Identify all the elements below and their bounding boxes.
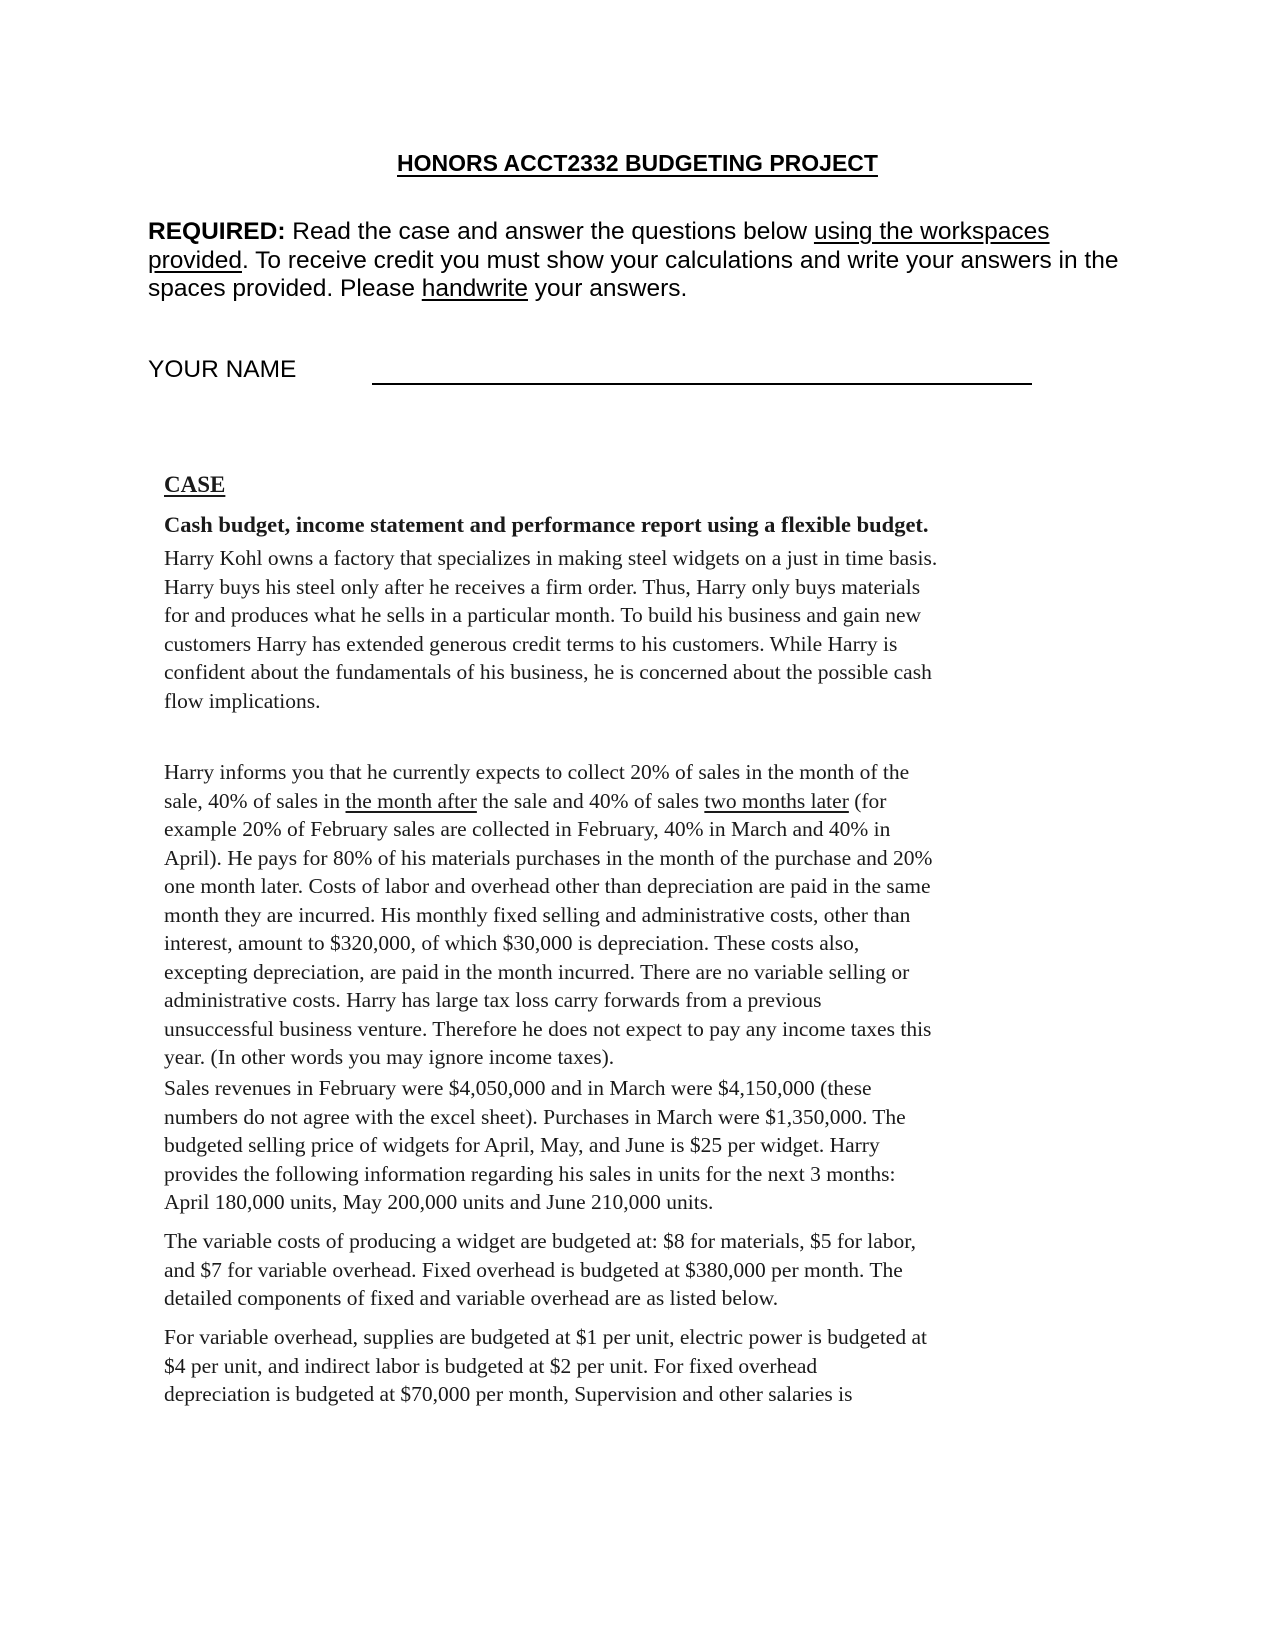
line-text: the sale and 40% of sales — [476, 788, 705, 813]
line-text: (for — [848, 788, 887, 813]
paragraph-line: customers Harry has extended generous credit terms to his customers. While Harry is — [164, 631, 898, 656]
paragraph-line: budgeted selling price of widgets for April, May, and June is $25 per widget. Harry — [164, 1133, 880, 1157]
page-title: HONORS ACCT2332 BUDGETING PROJECT — [397, 150, 878, 176]
two-months-later-underlined-text: two months later — [704, 788, 849, 813]
required-text-1: Read the case and answer the questions below — [285, 218, 814, 245]
paragraph-line: numbers do not agree with the excel sheet). Purchases in March were $1,350,000. The — [164, 1104, 906, 1129]
paragraph-line: depreciation is budgeted at $70,000 per month, Supervision and other salaries is — [164, 1382, 853, 1406]
paragraph-line: administrative costs. Harry has large tax loss carry forwards from a previous — [164, 988, 822, 1012]
case-subtitle: Cash budget, income statement and performance report using a flexible budget. — [164, 512, 929, 537]
paragraph-line: $4 per unit, and indirect labor is budgeted at $2 per unit. For fixed overhead — [164, 1353, 818, 1378]
case-paragraph-3 — [164, 1074, 1069, 1217]
paragraph-line: and $7 for variable overhead. Fixed overhead is budgeted at $380,000 per month. The — [164, 1257, 903, 1282]
required-label: REQUIRED: — [148, 218, 286, 245]
line-text: sale, 40% of sales in — [164, 788, 346, 813]
paragraph-line: unsuccessful business venture. Therefore he does not expect to pay any income taxes this — [164, 1016, 932, 1041]
paragraph-line: for and produces what he sells in a particular month. To build his business and gain new — [164, 603, 922, 627]
paragraph-line: For variable overhead, supplies are budgeted at $1 per unit, electric power is budgeted at — [164, 1325, 927, 1349]
paragraph-line: The variable costs of producing a widget are budgeted at: $8 for materials, $5 for labor, — [164, 1229, 916, 1253]
paragraph-line: flow implications. — [164, 688, 321, 713]
paragraph-line: Sales revenues in February were $4,050,000 and in March were $4,150,000 (these — [164, 1076, 872, 1100]
name-blank-line[interactable] — [372, 383, 1032, 385]
paragraph-line: Harry buys his steel only after he receives a firm order. Thus, Harry only buys materials — [164, 574, 921, 599]
required-text-3: your answers. — [527, 275, 688, 302]
paragraph-line: excepting depreciation, are paid in the month incurred. There are no variable selling or — [164, 959, 910, 984]
paragraph-line: Harry Kohl owns a factory that specializes in making steel widgets on a just in time basis. — [164, 546, 938, 570]
required-text-2: . To receive credit you must show your calculations and write your answers in the spaces provided. Please — [148, 246, 1119, 302]
paragraph-line: year. (In other words you may ignore income taxes). — [164, 1045, 615, 1069]
month-after-underlined-text: the month after — [345, 788, 477, 813]
paragraph-line: month they are incurred. His monthly fixed selling and administrative costs, other than — [164, 902, 911, 927]
case-paragraph-5 — [164, 1323, 1069, 1409]
paragraph-line — [164, 787, 1069, 816]
paragraph-line: April). He pays for 80% of his materials purchases in the month of the purchase and 20% — [164, 845, 933, 870]
paragraph-line: one month later. Costs of labor and overhead other than depreciation are paid in the same — [164, 874, 931, 898]
paragraph-line: detailed components of fixed and variable overhead are as listed below. — [164, 1286, 779, 1310]
case-paragraph-2 — [164, 758, 1069, 1072]
case-paragraph-4 — [164, 1227, 1069, 1313]
paragraph-line: interest, amount to $320,000, of which $30,000 is depreciation. These costs also, — [164, 931, 860, 955]
paragraph-line: confident about the fundamentals of his business, he is concerned about the possible cash — [164, 660, 932, 684]
paragraph-line: April 180,000 units, May 200,000 units and June 210,000 units. — [164, 1190, 714, 1214]
required-instructions — [148, 218, 1128, 304]
paragraph-line: Harry informs you that he currently expects to collect 20% of sales in the month of the — [164, 760, 910, 784]
paragraph-line: example 20% of February sales are collected in February, 40% in March and 40% in — [164, 817, 891, 841]
case-heading: CASE — [164, 472, 226, 497]
handwrite-underlined-text: handwrite — [421, 275, 528, 302]
case-paragraph-1 — [164, 544, 1069, 715]
workspaces-underlined-text: using the workspaces provided — [148, 218, 1050, 274]
paragraph-line: provides the following information regarding his sales in units for the next 3 months: — [164, 1161, 896, 1186]
your-name-label: YOUR NAME — [148, 356, 297, 383]
